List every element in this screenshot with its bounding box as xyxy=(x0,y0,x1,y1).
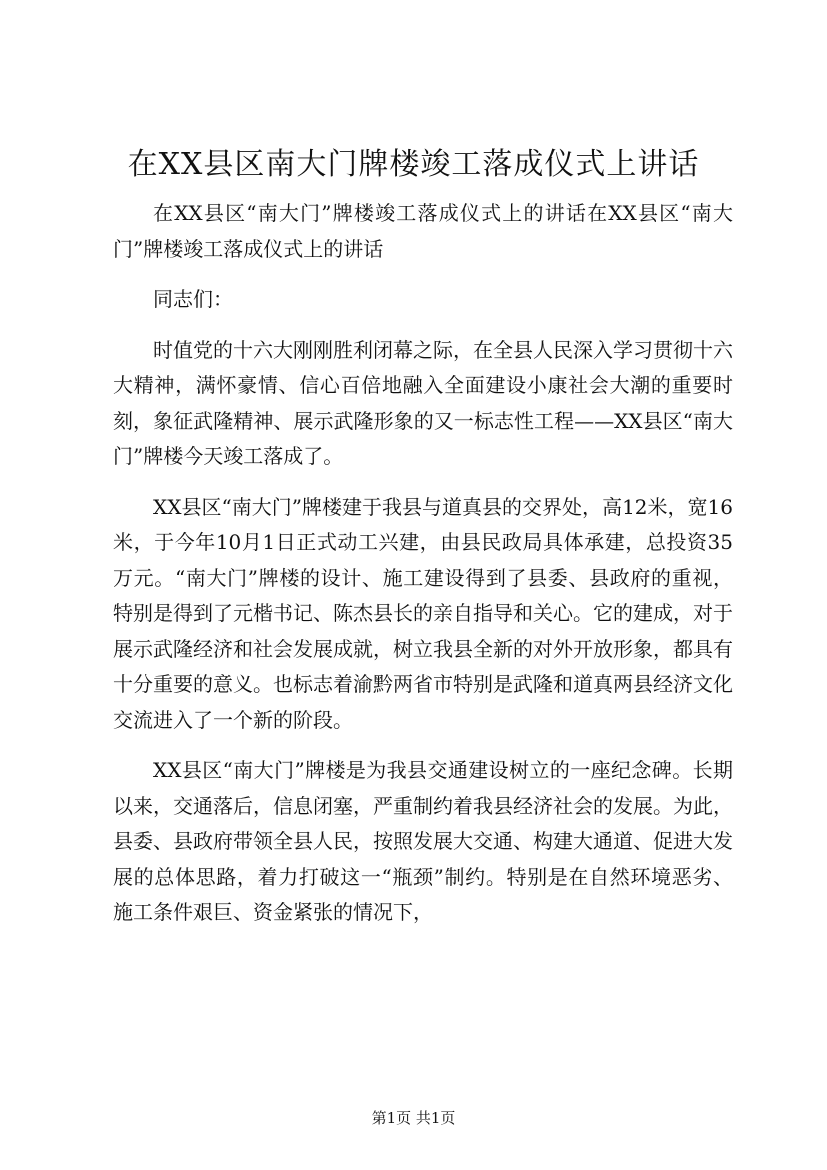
document-title: 在XX县区南大门牌楼竣工落成仪式上讲话 xyxy=(127,147,700,182)
paragraph: XX县区“南大门”牌楼建于我县与道真县的交界处，高12米，宽16米，于今年10月1日正式动工兴建，由县民政局具体承建，总投资35万元。“南大门”牌楼的设计、施工建设得到了县委、县政府的重视，特别是得到了元楷书记、陈杰县长的亲自指导和关心。它的建成，对于展示武隆经济和社会发展成就，树立我县全新的对外开放形象，都具有十分重要的意义。也标志着渝黔两省市特别是武隆和道真两县经济文化交流进入了一个新的阶段。 xyxy=(113,494,733,732)
paragraph: 在XX县区“南大门”牌楼竣工落成仪式上的讲话在XX县区“南大门”牌楼竣工落成仪式上的讲话 xyxy=(113,201,733,261)
salutation: 同志们： xyxy=(153,287,233,311)
paragraph: XX县区“南大门”牌楼是为我县交通建设树立的一座纪念碑。长期以来，交通落后，信息闭塞，严重制约着我县经济社会的发展。为此，县委、县政府带领全县人民，按照发展大交通、构建大通道、促进大发展的总体思路，着力打破这一“瓶颈”制约。特别是在自然环境恶劣、施工条件艰巨、资金紧张的情况下， xyxy=(113,758,733,924)
paragraph: 时值党的十六大刚刚胜利闭幕之际，在全县人民深入学习贯彻十六大精神，满怀豪情、信心百倍地融入全面建设小康社会大潮的重要时刻，象征武隆精神、展示武隆形象的又一标志性工程——XX县区“南大门”牌楼今天竣工落成了。 xyxy=(113,337,733,468)
page-footer: 第1页 共1页 xyxy=(371,1109,456,1127)
document-body xyxy=(113,196,733,931)
